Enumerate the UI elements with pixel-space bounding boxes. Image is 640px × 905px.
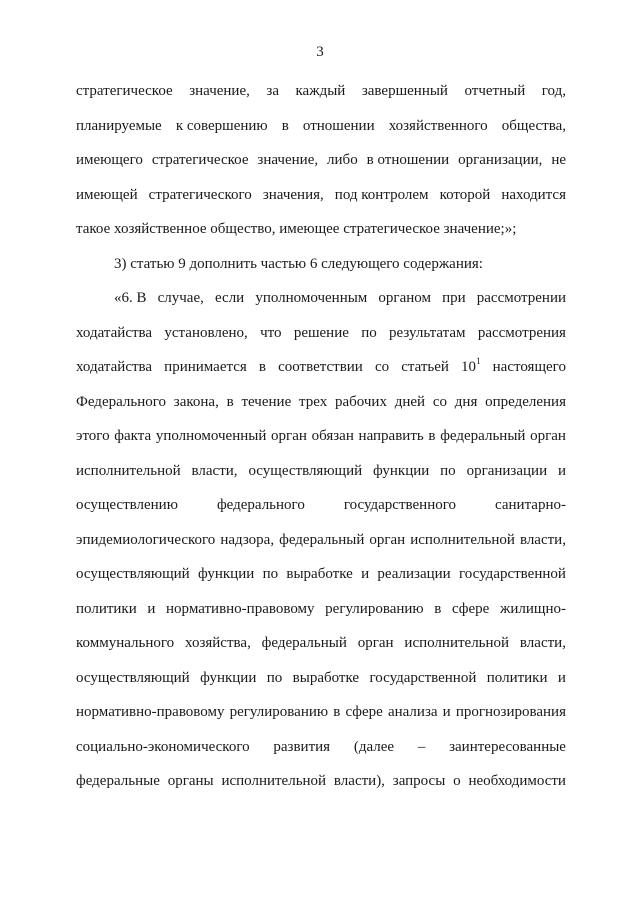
text-line xyxy=(76,76,566,111)
text-word: осуществляющий xyxy=(76,566,190,582)
page-number: 3 xyxy=(316,44,324,60)
text-word: значения, xyxy=(262,186,324,203)
text-word: исполнительной xyxy=(410,531,515,548)
text-word: значение, xyxy=(189,83,250,99)
text-word: – xyxy=(417,738,426,755)
text-word: ходатайства xyxy=(76,359,153,375)
text-word: завершенный xyxy=(361,83,448,99)
text-word: коммунального xyxy=(76,635,175,651)
text-line xyxy=(76,318,566,353)
text-word: в xyxy=(281,117,289,134)
text-word: планируемые xyxy=(76,117,162,134)
text-line xyxy=(76,559,566,594)
text-word: федеральный xyxy=(440,428,526,444)
text-line xyxy=(76,111,566,146)
text-line xyxy=(76,249,566,284)
text-word: по xyxy=(440,462,456,479)
text-word: в xyxy=(226,393,234,410)
text-word: осуществляющий xyxy=(248,462,363,479)
text-word: и xyxy=(557,669,566,686)
document-body xyxy=(76,76,566,801)
text-word: если xyxy=(215,290,245,306)
text-word: анализа xyxy=(387,704,438,720)
text-word: факта xyxy=(114,428,152,444)
text-word: год, xyxy=(541,83,566,99)
text-word: рассмотрения xyxy=(477,324,566,341)
text-word: по xyxy=(361,324,377,341)
text-word: не xyxy=(551,152,566,168)
text-word: федеральные xyxy=(76,773,160,789)
text-line xyxy=(76,352,566,387)
text-line xyxy=(76,180,566,215)
text-word: организации, xyxy=(458,152,543,168)
text-word: политики xyxy=(486,669,548,686)
text-word: федеральный xyxy=(279,531,365,548)
text-word: власти), xyxy=(333,773,385,789)
text-word: ходатайства xyxy=(76,324,153,341)
text-word: реализации xyxy=(377,566,451,582)
text-word: выработке xyxy=(286,566,353,582)
text-word: власти, xyxy=(191,462,238,479)
text-word: санитарно- xyxy=(495,497,566,513)
text-word: федерального xyxy=(216,497,305,513)
text-word: регулированию xyxy=(229,704,329,720)
text-word: сфере xyxy=(451,600,490,617)
text-word: течение xyxy=(241,393,292,410)
text-word: значение, xyxy=(257,152,319,168)
text-word: власти, xyxy=(519,531,566,548)
text-word: которой xyxy=(439,186,491,203)
text-word: при xyxy=(442,290,466,306)
text-word: осуществлению xyxy=(76,497,178,513)
text-word: заинтересованные xyxy=(449,738,566,755)
text-word: соответствии xyxy=(278,359,363,375)
text-word: такое хозяйственное общество, имеющее стратегическое значение;»; xyxy=(76,221,517,237)
text-word: находится xyxy=(501,186,566,203)
text-word: направить xyxy=(358,428,424,444)
text-word: рассмотрении xyxy=(476,290,566,306)
text-word: стратегическое xyxy=(151,152,249,168)
text-line xyxy=(76,525,566,560)
text-word: статьей xyxy=(401,359,449,375)
text-word: нормативно-правовому xyxy=(166,600,315,617)
text-word: решение xyxy=(293,324,349,341)
text-word: «6. В xyxy=(114,290,147,306)
text-word: функции xyxy=(200,669,257,686)
text-word: со xyxy=(432,393,448,410)
text-word: отчетный xyxy=(464,83,526,99)
text-word: результатам xyxy=(389,324,466,341)
text-line xyxy=(76,663,566,698)
text-word: государственной xyxy=(459,566,566,582)
text-word: прогнозирования xyxy=(455,704,566,720)
superscript: 1 xyxy=(476,356,481,366)
text-word: имеющего xyxy=(76,152,143,168)
text-word: в xyxy=(434,600,442,617)
text-word: государственной xyxy=(369,669,477,686)
text-word: и xyxy=(361,566,370,582)
text-word: функции xyxy=(198,566,255,582)
text-word: в отношении xyxy=(366,152,450,168)
text-word: сфере xyxy=(345,704,383,720)
text-word: каждый xyxy=(295,83,346,99)
text-word: организации xyxy=(466,462,548,479)
text-word: принимается xyxy=(164,359,247,375)
text-word: нормативно-правовому xyxy=(76,704,225,720)
text-line xyxy=(76,387,566,422)
text-word: надзора, xyxy=(220,531,275,548)
text-word: под контролем xyxy=(334,186,429,203)
text-word: жилищно- xyxy=(499,600,566,617)
text-word: уполномоченный xyxy=(155,428,267,444)
text-word: к совершению xyxy=(175,117,268,134)
text-word: стратегическое xyxy=(76,83,173,99)
text-word: эпидемиологического xyxy=(76,531,216,548)
text-word: (далее xyxy=(353,738,395,755)
text-word: осуществляющий xyxy=(76,669,190,686)
text-word: развития xyxy=(273,738,331,755)
text-word: дней xyxy=(394,393,426,410)
text-word: и xyxy=(442,704,451,720)
text-word: закона, xyxy=(173,393,219,410)
text-word: орган xyxy=(530,428,566,444)
text-word: в xyxy=(333,704,341,720)
text-word: исполнительной xyxy=(221,773,327,789)
text-word: за xyxy=(266,83,279,99)
text-word: органы xyxy=(167,773,214,789)
text-word: общества, xyxy=(501,117,566,134)
text-word: 3) статью 9 дополнить частью 6 следующего содержания: xyxy=(114,255,483,272)
text-word: государственного xyxy=(343,497,456,513)
text-word: функции xyxy=(373,462,430,479)
text-word: социально-экономического xyxy=(76,738,250,755)
text-word: регулированию xyxy=(325,600,424,617)
text-word: исполнительной xyxy=(76,462,181,479)
text-word: определения xyxy=(485,393,566,410)
text-line xyxy=(76,628,566,663)
text-word: орган xyxy=(271,428,307,444)
text-word: в xyxy=(428,428,436,444)
text-word: необходимости xyxy=(468,773,566,789)
text-word: установлено, xyxy=(164,324,248,341)
text-word: исполнительной xyxy=(404,635,510,651)
text-word: имеющей xyxy=(76,186,138,203)
text-line xyxy=(76,594,566,629)
text-word: отношении xyxy=(302,117,375,134)
text-word: рабочих xyxy=(334,393,387,410)
text-word: этого xyxy=(76,428,110,444)
text-word xyxy=(461,352,481,387)
text-line xyxy=(76,283,566,318)
text-word: и xyxy=(147,600,156,617)
text-word: хозяйственного xyxy=(388,117,488,134)
text-word: либо xyxy=(327,152,358,168)
text-word: хозяйства, xyxy=(185,635,251,651)
text-word: по xyxy=(262,566,279,582)
text-word: обязан xyxy=(311,428,354,444)
text-word: выработке xyxy=(292,669,360,686)
text-word: стратегического xyxy=(148,186,252,203)
word-base: 10 xyxy=(461,359,477,375)
text-word: федеральный xyxy=(261,635,347,651)
text-word: что xyxy=(260,324,282,341)
text-line xyxy=(76,456,566,491)
text-line xyxy=(76,697,566,732)
text-word: и xyxy=(557,462,566,479)
text-line xyxy=(76,732,566,767)
text-word: политики xyxy=(76,600,137,617)
text-word: трех xyxy=(299,393,328,410)
text-word: в xyxy=(258,359,266,375)
text-word: со xyxy=(374,359,390,375)
text-word: власти, xyxy=(519,635,566,651)
text-word: уполномоченным xyxy=(255,290,368,306)
text-word: Федерального xyxy=(76,393,167,410)
text-word: запросы xyxy=(392,773,446,789)
text-word: орган xyxy=(357,635,394,651)
text-line xyxy=(76,766,566,801)
text-word: дня xyxy=(454,393,478,410)
text-word: случае, xyxy=(157,290,204,306)
text-word: по xyxy=(266,669,283,686)
text-line xyxy=(76,214,566,249)
text-line xyxy=(76,421,566,456)
text-word: орган xyxy=(369,531,406,548)
text-line xyxy=(76,145,566,180)
text-word: органом xyxy=(378,290,431,306)
text-word: о xyxy=(453,773,461,789)
text-word: настоящего xyxy=(492,359,566,375)
text-line xyxy=(76,490,566,525)
